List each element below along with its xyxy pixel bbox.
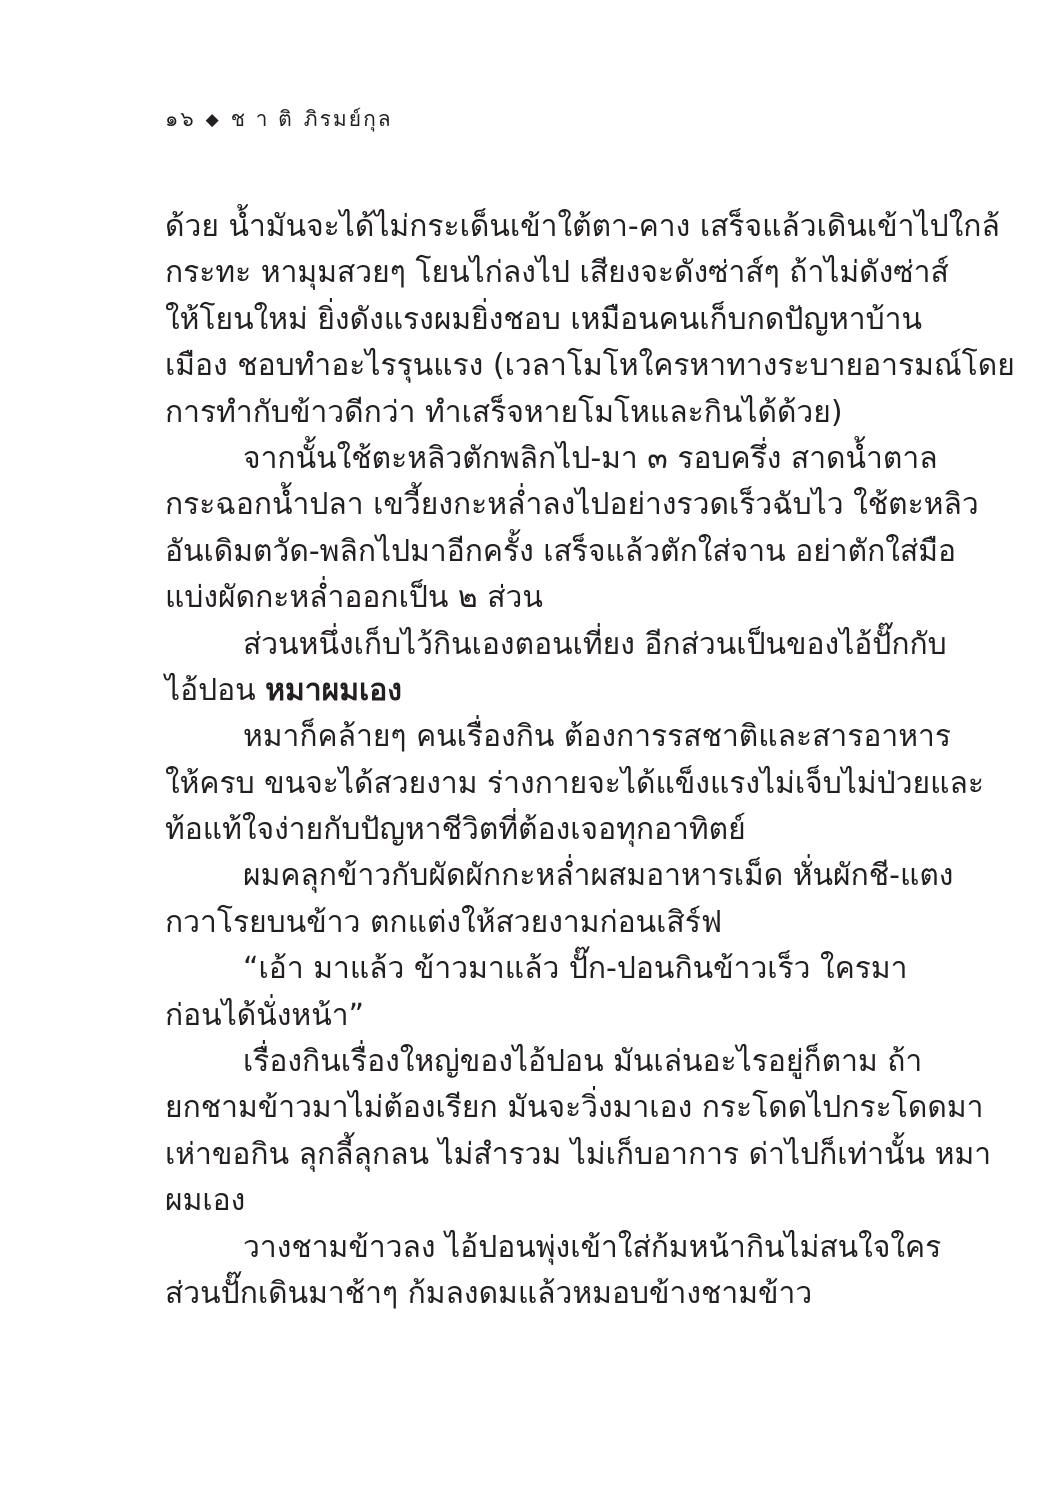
text-line: กระทะ หามุมสวยๆ โยนไก่ลงไป เสียงจะดังซ่าส์ๆ ถ้าไม่ดังซ่าส์ — [165, 255, 949, 291]
bold-text: หมาผมเอง — [265, 672, 402, 708]
running-header — [165, 103, 393, 136]
text-line: ส่วนปั๊กเดินมาช้าๆ ก้มลงดมแล้วหมอบข้างชามข้าว — [165, 1275, 813, 1311]
text-line: ด้วย น้ำมันจะได้ไม่กระเด็นเข้าใต้ตา-คาง เสร็จแล้วเดินเข้าไปใกล้ — [165, 209, 1000, 244]
paragraph-start-line: หมาก็คล้ายๆ คนเรื่องกิน ต้องการรสชาติและสารอาหาร — [243, 719, 951, 755]
paragraph-start-line: วางชามข้าวลง ไอ้ปอนพุ่งเข้าใส่ก้มหน้ากินไม่สนใจใคร — [243, 1229, 942, 1265]
paragraph-start-line: “เอ้า มาแล้ว ข้าวมาแล้ว ปั๊ก-ปอนกินข้าวเร็ว ใครมา — [243, 951, 908, 987]
paragraph-start-line: เรื่องกินเรื่องใหญ่ของไอ้ปอน มันเล่นอะไรอยู่ก็ตาม ถ้า — [243, 1044, 923, 1080]
text-line: อันเดิมตวัด-พลิกไปมาอีกครั้ง เสร็จแล้วตักใส่จาน อย่าตักใส่มือ — [165, 533, 957, 569]
diamond-separator-icon: ◆ — [205, 109, 221, 130]
paragraph-start-line: ส่วนหนึ่งเก็บไว้กินเองตอนเที่ยง อีกส่วนเป็นของไอ้ปั๊กกับ — [243, 626, 947, 662]
text-line: เมือง ชอบทำอะไรรุนแรง (เวลาโมโหใครหาทางระบายอารมณ์โดย — [165, 348, 1015, 384]
text-line: กวาโรยบนข้าว ตกแต่งให้สวยงามก่อนเสิร์ฟ — [165, 904, 723, 940]
text-line — [165, 668, 877, 714]
author-name: ช า ติ — [230, 107, 294, 131]
page-number: ๑๖ — [165, 107, 196, 131]
paragraph-start-line: ผมคลุกข้าวกับผัดผักกะหล่ำผสมอาหารเม็ด หั่นผักชี-แตง — [243, 858, 954, 894]
text-span: ไอ้ปอน — [165, 672, 256, 708]
paragraph-start-line: จากนั้นใช้ตะหลิวตักพลิกไป-มา ๓ รอบครึ่ง สาดน้ำตาล — [243, 440, 938, 476]
text-line: ให้โยนใหม่ ยิ่งดังแรงผมยิ่งชอบ เหมือนคนเก็บกดปัญหาบ้าน — [165, 301, 922, 337]
text-line: กระฉอกน้ำปลา เขวี้ยงกะหล่ำลงไปอย่างรวดเร็วฉับไว ใช้ตะหลิว — [165, 487, 979, 523]
text-line: แบ่งผัดกะหล่ำออกเป็น ๒ ส่วน — [165, 580, 543, 616]
text-line: ยกชามข้าวมาไม่ต้องเรียก มันจะวิ่งมาเอง กระโดดไปกระโดดมา — [165, 1090, 984, 1126]
text-line: เห่าขอกิน ลุกลี้ลุกลน ไม่สำรวม ไม่เก็บอาการ ด่าไปก็เท่านั้น หมา — [165, 1136, 992, 1172]
author-surname: ภิรมย์กุล — [303, 107, 393, 131]
text-line: ให้ครบ ขนจะได้สวยงาม ร่างกายจะได้แข็งแรงไม่เจ็บไม่ป่วยและ — [165, 765, 984, 801]
text-line: การทำกับข้าวดีกว่า ทำเสร็จหายโมโหและกินได้ด้วย) — [165, 394, 843, 430]
text-line: ก่อนได้นั่งหน้า” — [165, 997, 365, 1033]
body-text — [165, 204, 1015, 1317]
text-line: ผมเอง — [165, 1183, 246, 1219]
text-line: ท้อแท้ใจง่ายกับปัญหาชีวิตที่ต้องเจอทุกอาทิตย์ — [165, 812, 746, 848]
